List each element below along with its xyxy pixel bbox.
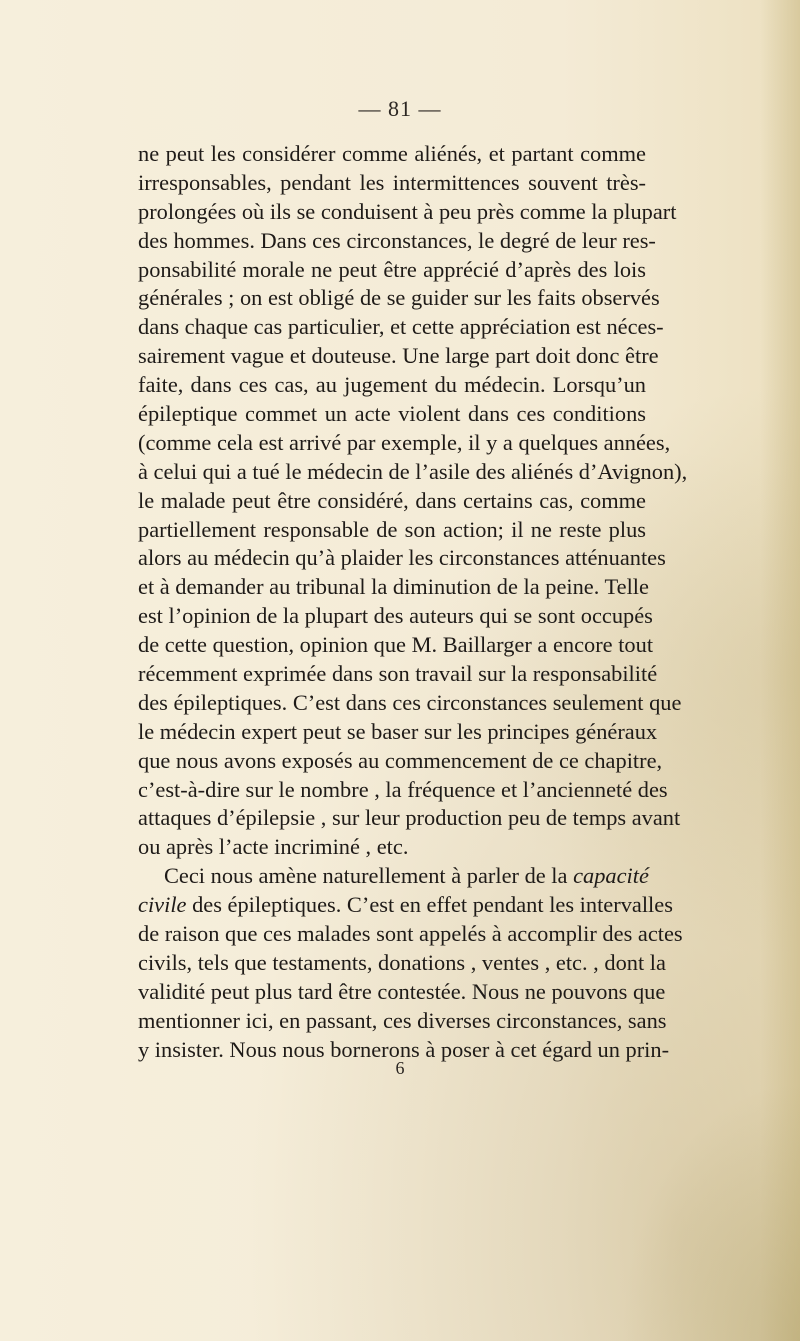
text-line: dans chaque cas particulier, et cette appréciation est néces-	[138, 314, 664, 340]
text-line: est l’opinion de la plupart des auteurs qui se sont occupés	[138, 603, 653, 629]
italic-term: civile	[138, 892, 187, 918]
text-line: (comme cela est arrivé par exemple, il y a quelques années,	[138, 429, 671, 455]
text-line: que nous avons exposés au commencement de ce chapitre,	[138, 747, 663, 773]
body-text	[138, 140, 688, 1065]
text-line: ne peut les considérer comme aliénés, et partant comme	[138, 141, 646, 166]
text-line: ou après l’acte incriminé , etc.	[138, 834, 409, 860]
text-line: épileptique commet un acte violent dans ces conditions	[138, 401, 646, 427]
text-line: des épileptiques. C’est dans ces circonstances seulement que	[138, 689, 682, 715]
text-line: attaques d’épilepsie , sur leur production peu de temps avant	[138, 805, 681, 831]
text-line: des hommes. Dans ces circonstances, le degré de leur res-	[138, 227, 656, 253]
text-line: partiellement responsable de son action; il ne reste plus	[138, 516, 646, 542]
text-line: le malade peut être considéré, dans certains cas, comme	[138, 487, 646, 513]
text-line: faite, dans ces cas, au jugement du médecin. Lorsqu’un	[138, 372, 646, 398]
text-line	[138, 891, 673, 920]
text-line: irresponsables, pendant les intermittences souvent très-	[138, 169, 646, 195]
text-line: prolongées où ils se conduisent à peu près comme la plupart	[138, 198, 677, 224]
text-line: à celui qui a tué le médecin de l’asile des aliénés d’Avignon),	[138, 458, 688, 484]
italic-term: capacité	[573, 863, 649, 889]
text-line: alors au médecin qu’à plaider les circonstances atténuantes	[138, 545, 666, 571]
text-line: de cette question, opinion que M. Baillarger a encore tout	[138, 632, 654, 658]
text-line: récemment exprimée dans son travail sur la responsabilité	[138, 661, 658, 687]
text-line: y insister. Nous nous bornerons à poser à cet égard un prin-	[138, 1036, 670, 1062]
text-line: et à demander au tribunal la diminution de la peine. Telle	[138, 574, 649, 600]
text-line: de raison que ces malades sont appelés à accomplir des actes	[138, 921, 683, 947]
text-line: le médecin expert peut se baser sur les principes généraux	[138, 718, 658, 744]
page-corner-stain	[620, 1081, 800, 1341]
text-line: c’est-à-dire sur le nombre , la fréquence et l’ancienneté des	[138, 776, 668, 802]
text-line: ponsabilité morale ne peut être apprécié d’après des lois	[138, 256, 646, 282]
text-line: mentionner ici, en passant, ces diverses circonstances, sans	[138, 1007, 667, 1033]
text-run: Ceci nous amène naturellement à parler de la	[164, 863, 568, 889]
page-number-header: — 81 —	[358, 96, 442, 121]
text-line: validité peut plus tard être contestée. Nous ne pouvons que	[138, 978, 666, 1004]
text-line: civils, tels que testaments, donations , ventes , etc. , dont la	[138, 949, 666, 975]
text-line: générales ; on est obligé de se guider sur les faits observés	[138, 285, 660, 311]
signature-mark: 6	[395, 1058, 405, 1078]
paragraph-first-line	[138, 862, 649, 891]
text-run: des épileptiques. C’est en effet pendant les intervalles	[192, 892, 673, 918]
text-line: sairement vague et douteuse. Une large part doit donc être	[138, 343, 659, 369]
